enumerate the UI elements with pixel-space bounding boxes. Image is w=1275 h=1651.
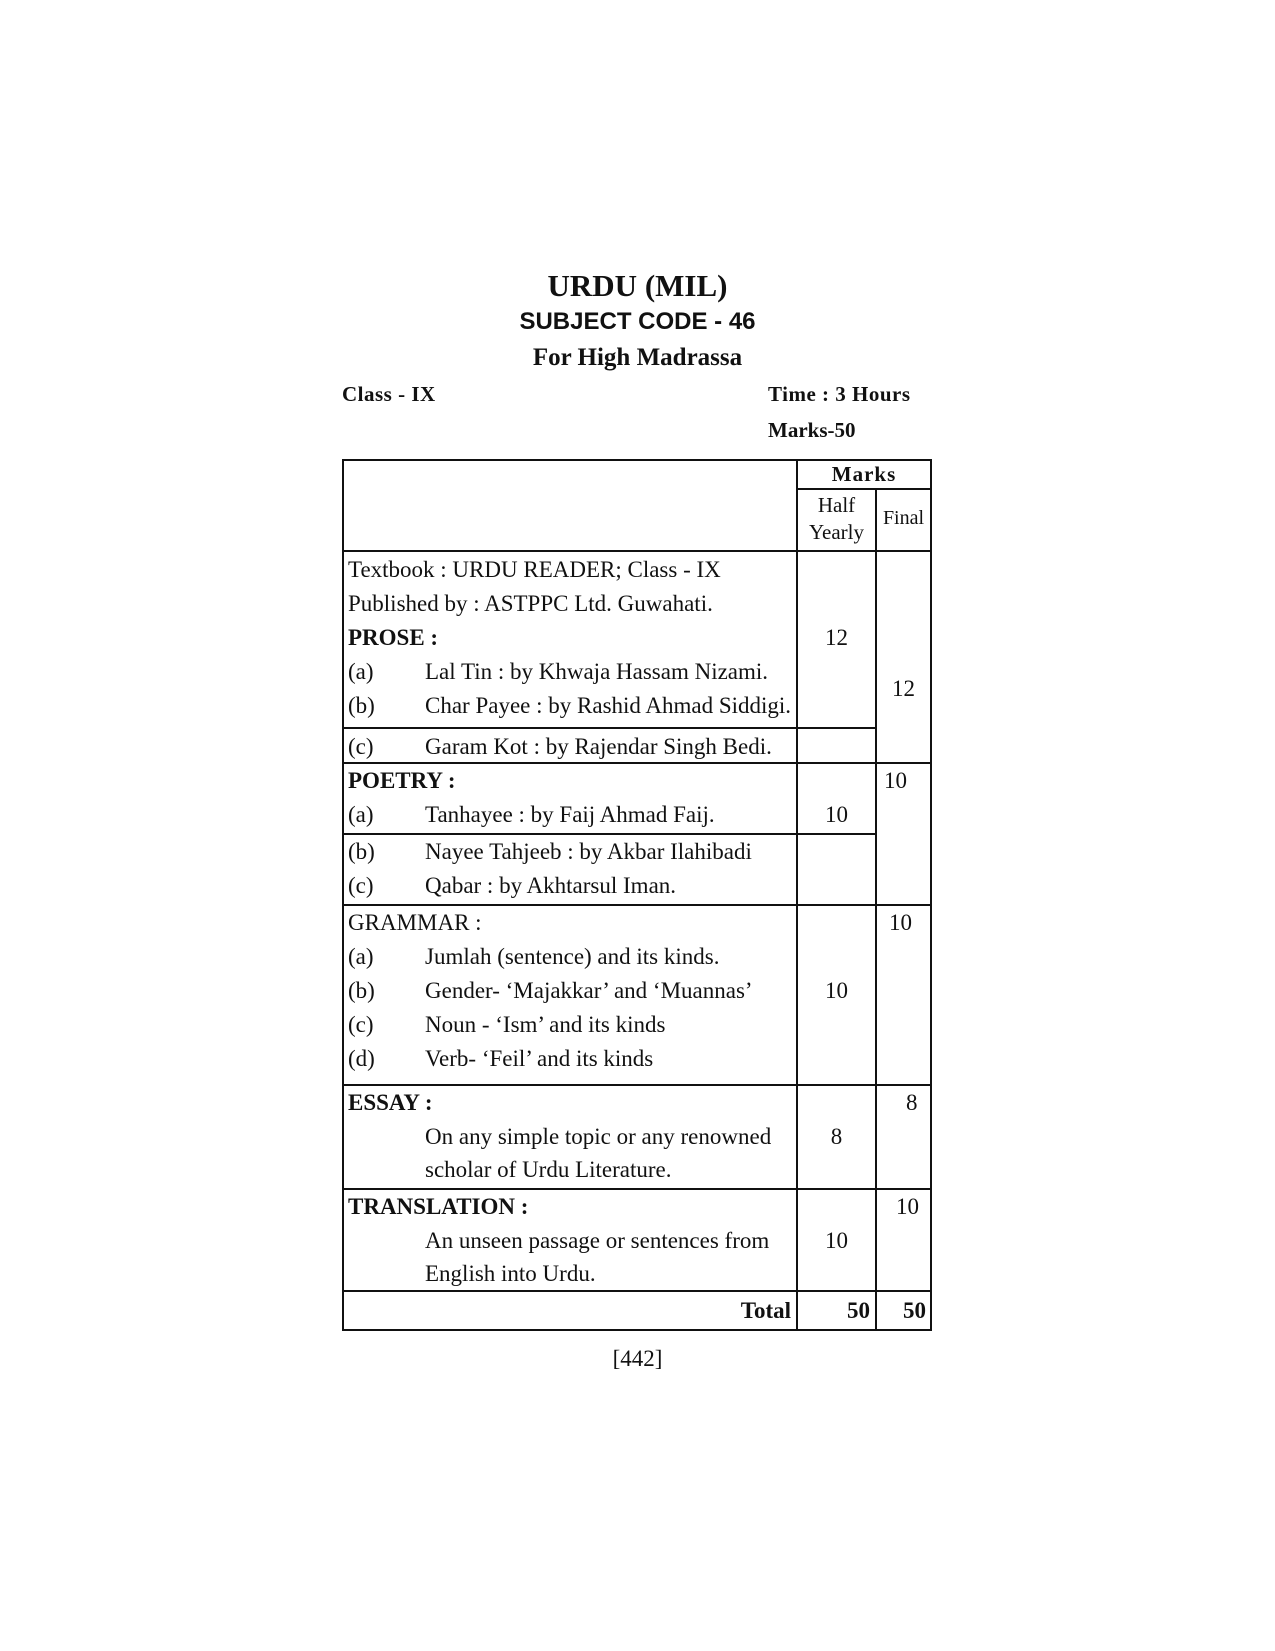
grammar-item-text: Verb- ‘Feil’ and its kinds: [425, 1046, 654, 1071]
essay-description-line2: scholar of Urdu Literature.: [425, 1157, 672, 1182]
half-yearly-header-line2: Yearly: [808, 520, 865, 544]
poetry-item-text: Nayee Tahjeeb : by Akbar Ilahibadi: [425, 839, 752, 864]
class-label: Class - IX: [342, 382, 436, 406]
audience-heading: For High Madrassa: [532, 344, 743, 371]
essay-description-line1: On any simple topic or any renowned: [425, 1124, 772, 1149]
page-title: URDU (MIL): [547, 268, 728, 303]
poetry-item-label: (b): [348, 839, 375, 864]
translation-description-line2: English into Urdu.: [425, 1261, 596, 1286]
final-header: Final: [882, 507, 925, 529]
total-final-marks: 50: [903, 1298, 926, 1323]
prose-item-label: (b): [348, 693, 375, 718]
translation-final-marks: 10: [896, 1194, 919, 1219]
grammar-item-text: Jumlah (sentence) and its kinds.: [425, 944, 720, 969]
publisher-line: Published by : ASTPPC Ltd. Guwahati.: [348, 591, 713, 616]
poetry-final-marks: 10: [884, 768, 907, 793]
grammar-item-label: (a): [348, 944, 374, 969]
marks-label: Marks-50: [768, 418, 856, 442]
poetry-item-text: Qabar : by Akhtarsul Iman.: [425, 873, 677, 898]
grammar-item-label: (d): [348, 1046, 375, 1071]
page-number: [442]: [612, 1346, 663, 1371]
half-yearly-header-line1: Half: [817, 493, 856, 517]
essay-half-marks: 8: [830, 1124, 843, 1149]
grammar-heading: GRAMMAR :: [348, 910, 482, 935]
grammar-item-text: Gender- ‘Majakkar’ and ‘Muannas’: [425, 978, 753, 1003]
prose-half-marks: 12: [825, 625, 848, 650]
grammar-half-marks: 10: [825, 978, 848, 1003]
poetry-item-label: (a): [348, 802, 374, 827]
poetry-item-label: (c): [348, 873, 374, 898]
prose-item-text: Char Payee : by Rashid Ahmad Siddigi.: [425, 693, 792, 718]
prose-item-label: (a): [348, 659, 374, 684]
time-label: Time : 3 Hours: [768, 382, 911, 406]
grammar-item-label: (b): [348, 978, 375, 1003]
prose-final-marks: 12: [892, 676, 915, 701]
translation-heading: TRANSLATION :: [348, 1194, 529, 1219]
poetry-half-marks: 10: [825, 802, 848, 827]
prose-item-text: Lal Tin : by Khwaja Hassam Nizami.: [425, 659, 769, 684]
poetry-item-text: Tanhayee : by Faij Ahmad Faij.: [425, 802, 715, 827]
total-half-marks: 50: [847, 1298, 870, 1323]
textbook-line: Textbook : URDU READER; Class - IX: [348, 557, 721, 582]
marks-column-header: Marks: [831, 462, 897, 486]
essay-heading: ESSAY :: [348, 1090, 433, 1115]
prose-item-label: (c): [348, 734, 374, 759]
total-label: Total: [740, 1298, 791, 1323]
translation-description-line1: An unseen passage or sentences from: [425, 1228, 770, 1253]
poetry-heading: POETRY :: [348, 768, 456, 793]
translation-half-marks: 10: [825, 1228, 848, 1253]
syllabus-table: [342, 459, 932, 1331]
grammar-final-marks: 10: [889, 910, 912, 935]
prose-item-text: Garam Kot : by Rajendar Singh Bedi.: [425, 734, 772, 759]
grammar-item-label: (c): [348, 1012, 374, 1037]
subject-code: SUBJECT CODE - 46: [519, 308, 756, 335]
essay-final-marks: 8: [906, 1090, 918, 1115]
grammar-item-text: Noun - ‘Ism’ and its kinds: [425, 1012, 666, 1037]
prose-heading: PROSE :: [348, 625, 439, 650]
